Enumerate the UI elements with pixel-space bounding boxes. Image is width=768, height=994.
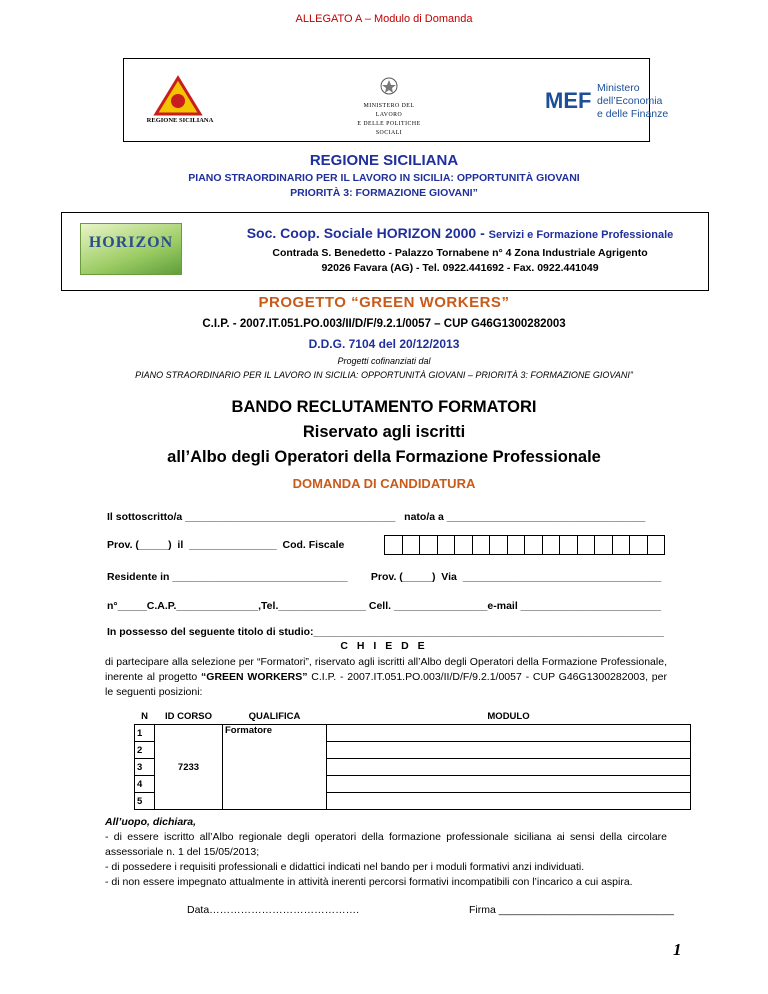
- ministero-lavoro-line1: MINISTERO DEL LAVORO: [363, 103, 415, 118]
- row-number: 1: [135, 725, 155, 742]
- mef-text: [597, 82, 668, 121]
- positions-table: [134, 708, 691, 810]
- page-number: 1: [673, 940, 682, 959]
- cofin-line1: Progetti cofinanziati dal: [337, 356, 431, 366]
- row-number: 3: [135, 759, 155, 776]
- chiede-heading: C H I E D E: [340, 640, 428, 652]
- codice-fiscale-box[interactable]: [508, 536, 526, 555]
- col-n: N: [141, 710, 148, 722]
- horizon-title-sub: Servizi e Formazione Professionale: [488, 229, 674, 241]
- codice-fiscale-grid[interactable]: [384, 535, 665, 555]
- declaration-intro: All’uopo, dichiara,: [105, 816, 197, 828]
- codice-fiscale-box[interactable]: [385, 536, 403, 555]
- codice-fiscale-box[interactable]: [403, 536, 421, 555]
- id-corso-value: 7233: [155, 725, 223, 810]
- project-cip: C.I.P. - 2007.IT.051.PO.003/II/D/F/9.2.1/0057 – CUP G46G1300282003: [202, 318, 566, 330]
- horizon-logo: [80, 223, 182, 275]
- modulo-cell[interactable]: [327, 725, 691, 742]
- col-modulo: MODULO: [487, 710, 530, 722]
- horizon-logo-text: HORIZON: [88, 234, 174, 251]
- codice-fiscale-box[interactable]: [630, 536, 648, 555]
- form-line-residenza[interactable]: Residente in ______________________________ Prov. (_____) Via __________________________________: [107, 571, 662, 583]
- priorita-line: PRIORITÀ 3: FORMAZIONE GIOVANI”: [290, 187, 478, 199]
- row-number: 5: [135, 793, 155, 810]
- bando-title: BANDO RECLUTAMENTO FORMATORI: [231, 398, 537, 416]
- codice-fiscale-box[interactable]: [490, 536, 508, 555]
- mef-line3: e delle Finanze: [597, 108, 669, 120]
- form-line-titolo[interactable]: In possesso del seguente titolo di studio:____________________________________________________________: [107, 626, 664, 638]
- request-paragraph: [105, 655, 667, 700]
- piano-line: PIANO STRAORDINARIO PER IL LAVORO IN SICILIA: OPPORTUNITÀ GIOVANI: [188, 172, 580, 184]
- codice-fiscale-box[interactable]: [595, 536, 613, 555]
- modulo-cell[interactable]: [327, 776, 691, 793]
- regione-title: REGIONE SICILIANA: [309, 152, 459, 169]
- codice-fiscale-box[interactable]: [455, 536, 473, 555]
- mef-line2: dell’Economia: [597, 95, 663, 107]
- form-line-contatti[interactable]: n°_____C.A.P.______________,Tel._______________ Cell. ________________e-mail ________________________: [107, 600, 661, 612]
- request-tail: C.I.P. - 2007.IT.051.PO.003/II/D/F/9.2.1/0057 - CUP G46G1300282003, per le seguenti posizioni:: [105, 671, 667, 698]
- codice-fiscale-box[interactable]: [648, 536, 666, 555]
- mef-logo: MEF: [545, 88, 592, 113]
- form-line-nome[interactable]: Il sottoscritto/a ____________________________________ nato/a a __________________________________: [107, 511, 646, 523]
- mef-line1: Ministero: [597, 82, 640, 94]
- codice-fiscale-box[interactable]: [420, 536, 438, 555]
- project-ddg: D.D.G. 7104 del 20/12/2013: [308, 337, 460, 351]
- declaration: [105, 815, 667, 890]
- bando-riservato: Riservato agli iscritti: [302, 423, 466, 441]
- modulo-cell[interactable]: [327, 759, 691, 776]
- modulo-cell[interactable]: [327, 742, 691, 759]
- col-qualifica: QUALIFICA: [248, 710, 301, 722]
- horizon-title-main: Soc. Coop. Sociale HORIZON 2000 -: [246, 225, 489, 241]
- request-project: “GREEN WORKERS”: [201, 671, 308, 683]
- regione-siciliana-logo: [152, 74, 204, 119]
- ministero-lavoro-line2: E DELLE POLITICHE SOCIALI: [357, 121, 421, 136]
- emblem-icon: [379, 75, 399, 97]
- cofinanziamento: [0, 354, 768, 382]
- horizon-address-line2: 92026 Favara (AG) - Tel. 0922.441692 - Fax. 0922.441049: [321, 262, 599, 274]
- regione-siciliana-caption: REGIONE SICILIANA: [146, 117, 214, 124]
- codice-fiscale-box[interactable]: [613, 536, 631, 555]
- declaration-item-3: - di non essere impegnato attualmente in attività inerenti percorsi formativi incompatibili con l’incarico a cui aspira.: [105, 876, 633, 888]
- declaration-item-1: - di essere iscritto all’Albo regionale degli operatori della formazione professionale siciliana ai sensi della circolare assessoriale n. 1 del 15/05/2013;: [105, 831, 667, 858]
- table-row: [135, 725, 691, 742]
- cofin-line2: PIANO STRAORDINARIO PER IL LAVORO IN SICILIA: OPPORTUNITÀ GIOVANI – PRIORITÀ 3: FORMAZIONE GIOVANI”: [135, 370, 633, 380]
- firma-field[interactable]: Firma ______________________________: [469, 904, 674, 916]
- allegato-header: ALLEGATO A – Modulo di Domanda: [295, 13, 473, 25]
- declaration-item-2: - di possedere i requisiti professionali e didattici indicati nel bando per i moduli formativi anzi individuati.: [105, 861, 585, 873]
- codice-fiscale-box[interactable]: [473, 536, 491, 555]
- form-line-prov-cf[interactable]: Prov. (_____) il _______________ Cod. Fiscale: [107, 539, 345, 551]
- row-number: 2: [135, 742, 155, 759]
- codice-fiscale-box[interactable]: [578, 536, 596, 555]
- domanda-candidatura: DOMANDA DI CANDIDATURA: [292, 476, 476, 491]
- bando-albo: all’Albo degli Operatori della Formazione Professionale: [167, 448, 601, 466]
- horizon-title: [200, 225, 720, 241]
- row-number: 4: [135, 776, 155, 793]
- modulo-cell[interactable]: [327, 793, 691, 810]
- data-field[interactable]: Data…………………………………….: [187, 904, 360, 916]
- codice-fiscale-box[interactable]: [543, 536, 561, 555]
- col-id-corso: ID CORSO: [165, 710, 212, 722]
- horizon-address-line1: Contrada S. Benedetto - Palazzo Tornabene n° 4 Zona Industriale Agrigento: [272, 247, 648, 259]
- project-name: PROGETTO “GREEN WORKERS”: [258, 294, 510, 311]
- codice-fiscale-box[interactable]: [438, 536, 456, 555]
- qualifica-value: Formatore: [223, 725, 327, 810]
- request-text: di partecipare alla selezione per “Formatori”, riservato agli iscritti all’Albo degli Operatori della Formazione Professionale, inerente al progetto: [105, 656, 667, 683]
- horizon-address: [200, 246, 720, 276]
- codice-fiscale-box[interactable]: [525, 536, 543, 555]
- ministero-lavoro-logo: [352, 75, 426, 138]
- codice-fiscale-box[interactable]: [560, 536, 578, 555]
